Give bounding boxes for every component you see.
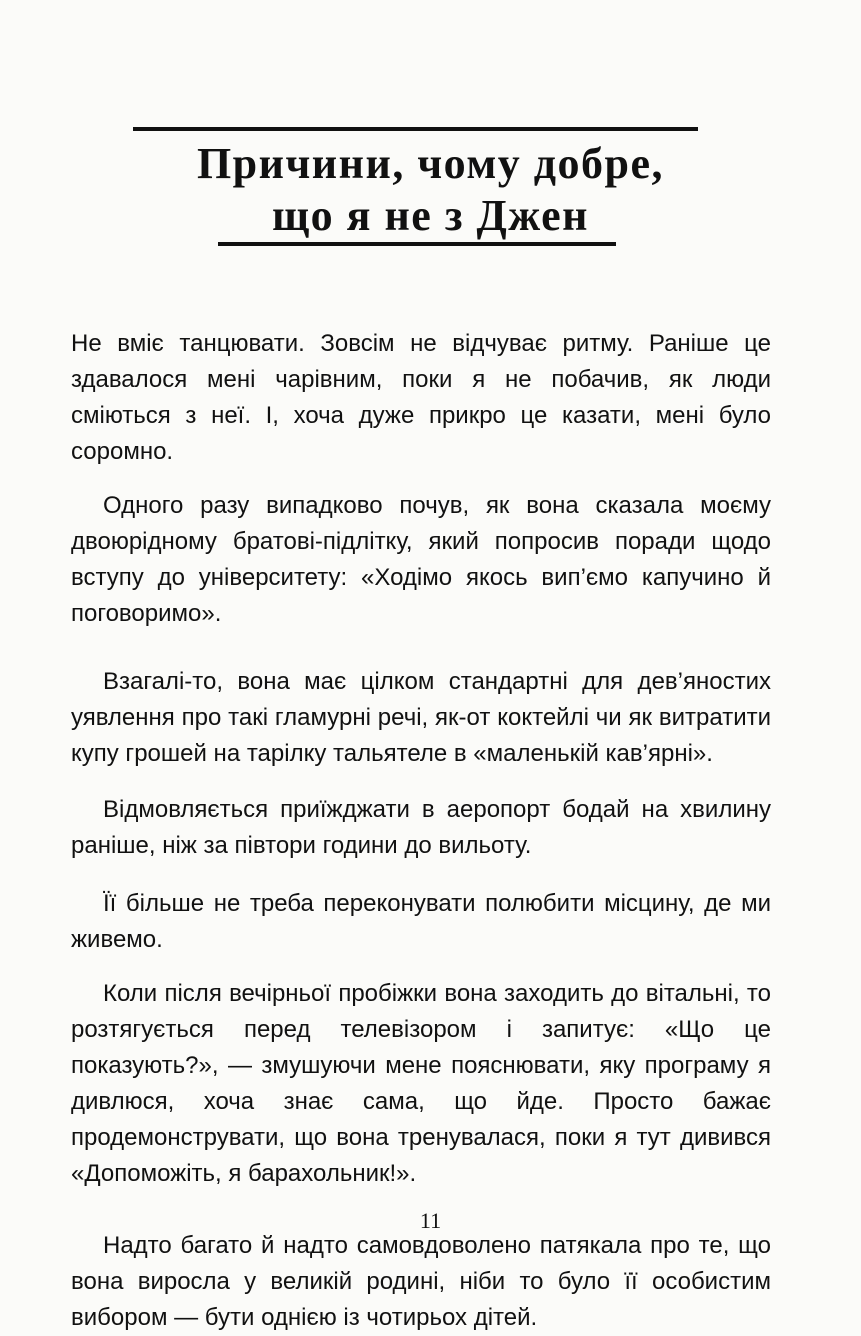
paragraph: Коли після вечірньої пробіжки вона заходить до вітальні, то розтягується перед телевізором і запитує: «Що це показують?», — змушуючи мене пояснювати, яку програму я дивлюся, хоча знає сама, що йде. Просто бажає продемонструвати, що вона тренувалася, поки я тут дивився «Допоможіть, я барахольник!». bbox=[71, 980, 771, 1187]
page-number: 11 bbox=[419, 1208, 442, 1233]
chapter-body bbox=[71, 326, 771, 1336]
paragraph: Її більше не треба переконувати полюбити місцину, де ми живемо. bbox=[71, 890, 771, 953]
title-rule-bottom bbox=[218, 242, 616, 246]
paragraph: Одного разу випадково почув, як вона сказала моєму двоюрідному братові-підлітку, який попросив поради щодо вступу до університету: «Ходімо якось вип’ємо капучино й поговоримо». bbox=[71, 492, 771, 627]
paragraph: Відмовляється приїжджати в аеропорт бодай на хвилину раніше, ніж за півтори години до вильоту. bbox=[71, 796, 771, 859]
title-rule-top bbox=[133, 127, 698, 131]
chapter-title bbox=[100, 138, 761, 242]
paragraph: Не вміє танцювати. Зовсім не відчуває ритму. Раніше це здавалося мені чарівним, поки я не побачив, як люди сміються з неї. І, хоча дуже прикро це казати, мені було соромно. bbox=[71, 330, 771, 465]
chapter-title-line-1: Причини, чому добре, bbox=[196, 139, 665, 188]
paragraph: Надто багато й надто самовдоволено патякала про те, що вона виросла у великій родині, ніби то було її особистим вибором — бути однією із чотирьох дітей. bbox=[71, 1232, 771, 1331]
chapter-title-line-2: що я не з Джен bbox=[272, 191, 589, 240]
paragraph: Взагалі-то, вона має цілком стандартні для дев’яностих уявлення про такі гламурні речі, як-от коктейлі чи як витратити купу грошей на тарілку тальятеле в «маленькій кав’ярні». bbox=[71, 668, 771, 767]
